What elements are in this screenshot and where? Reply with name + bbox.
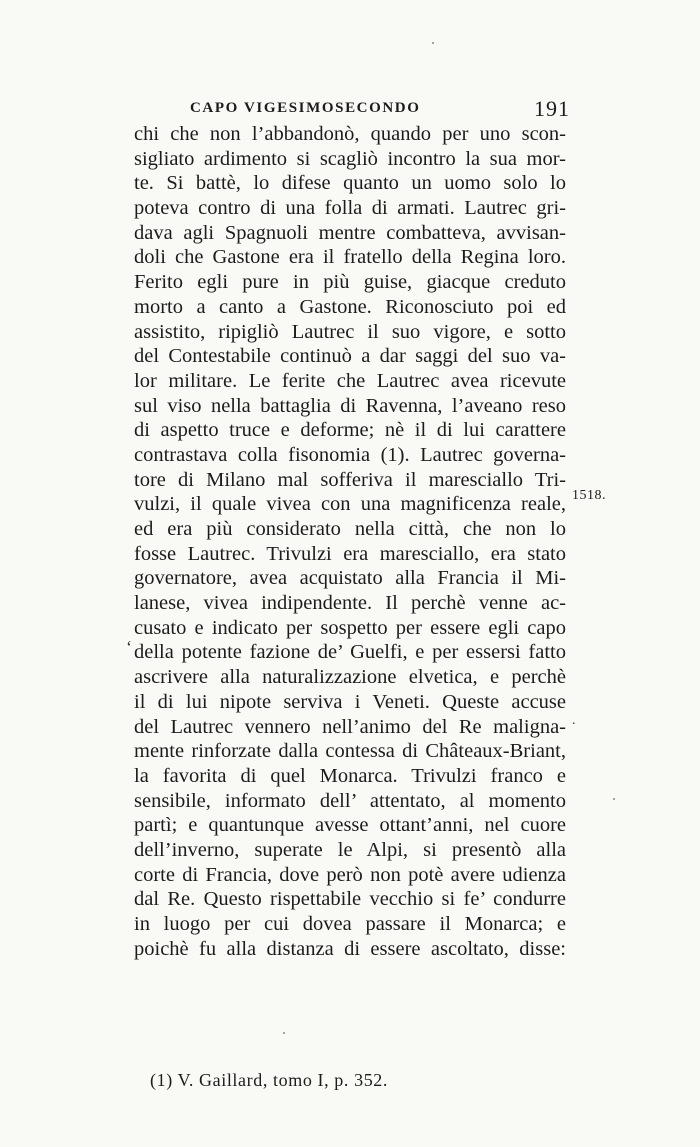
text-line: poteva contro di una folla di armati. Lautrec gri- [134,197,566,220]
text-line: del Contestabile continuò a dar saggi del suo va- [134,345,566,368]
text-line: dal Re. Questo rispettabile vecchio si fe’ condurre [134,888,566,911]
text-line: sensibile, informato dell’ attentato, al momento [134,789,566,812]
running-title: CAPO VIGESIMOSECONDO [190,100,421,116]
text-line: dava agli Spagnuoli mentre combatteva, avvisan- [134,221,566,244]
margin-mark: ‘ [126,637,132,657]
margin-mark: . [572,713,576,728]
text-line: sigliato ardimento si scagliò incontro la sua mor- [134,147,566,170]
text-line: partì; e quantunque avesse ottant’anni, nel cuore [134,814,566,837]
text-line: la favorita di quel Monarca. Trivulzi franco e [134,764,566,787]
paper-speck [613,798,615,800]
text-line: te. Si battè, lo difese quanto un uomo solo lo [134,172,566,195]
text-line: di aspetto truce e deforme; nè il di lui carattere [134,419,566,442]
text-line: fosse Lautrec. Trivulzi era maresciallo, era stato [134,542,566,565]
text-line: in luogo per cui dovea passare il Monarca; e [134,913,566,935]
text-line: ascrivere alla naturalizzazione elvetica, e perchè [134,666,566,689]
text-line: morto a canto a Gastone. Riconosciuto poi ed [134,295,566,318]
text-line: contrastava colla fisonomia (1). Lautrec governa- [134,443,566,466]
text-line: della potente fazione de’ Guelfi, e per essersi fatto [134,641,566,664]
page-number: 191 [534,96,570,121]
text-line: doli che Gastone era il fratello della Regina loro. [134,246,566,269]
text-line: lanese, vivea indipendente. Il perchè venne ac- [134,592,566,615]
paper-speck [283,1032,285,1034]
paper-speck [432,42,434,44]
body-text [134,122,566,961]
text-line: del Lautrec vennero nell’animo del Re maligna- [134,715,566,738]
text-line: ed era più considerato nella città, che non lo [134,518,566,540]
text-line: corte di Francia, dove però non potè avere udienza [134,863,566,886]
text-line: poichè fu alla distanza di essere ascoltato, disse: [134,937,566,960]
text-line: assistito, ripigliò Lautrec il suo vigore, e sotto [134,320,566,343]
running-head [190,98,570,124]
text-line: mente rinforzate dalla contessa di Châteaux-Briant, [134,740,566,763]
text-line: tore di Milano mal sofferiva il maresciallo Tri- [134,468,566,491]
text-line: sul viso nella battaglia di Ravenna, l’aveano reso [134,394,566,417]
text-line: lor militare. Le ferite che Lautrec avea ricevute [134,369,566,392]
text-line: chi che non l’abbandonò, quando per uno scon- [134,123,566,145]
text-line: Ferito egli pure in più guise, giacque creduto [134,271,566,294]
text-line: vulzi, il quale vivea con una magnificenza reale, [134,493,566,516]
text-line: governatore, avea acquistato alla Francia il Mi- [134,567,566,590]
margin-year-note: 1518. [572,488,606,503]
text-line: dell’inverno, superate le Alpi, si presentò alla [134,838,566,861]
text-line: il di lui nipote serviva i Veneti. Queste accuse [134,690,566,713]
footnote: (1) V. Gaillard, tomo I, p. 352. [150,1070,389,1090]
text-line: cusato e indicato per sospetto per essere egli capo [134,616,566,639]
